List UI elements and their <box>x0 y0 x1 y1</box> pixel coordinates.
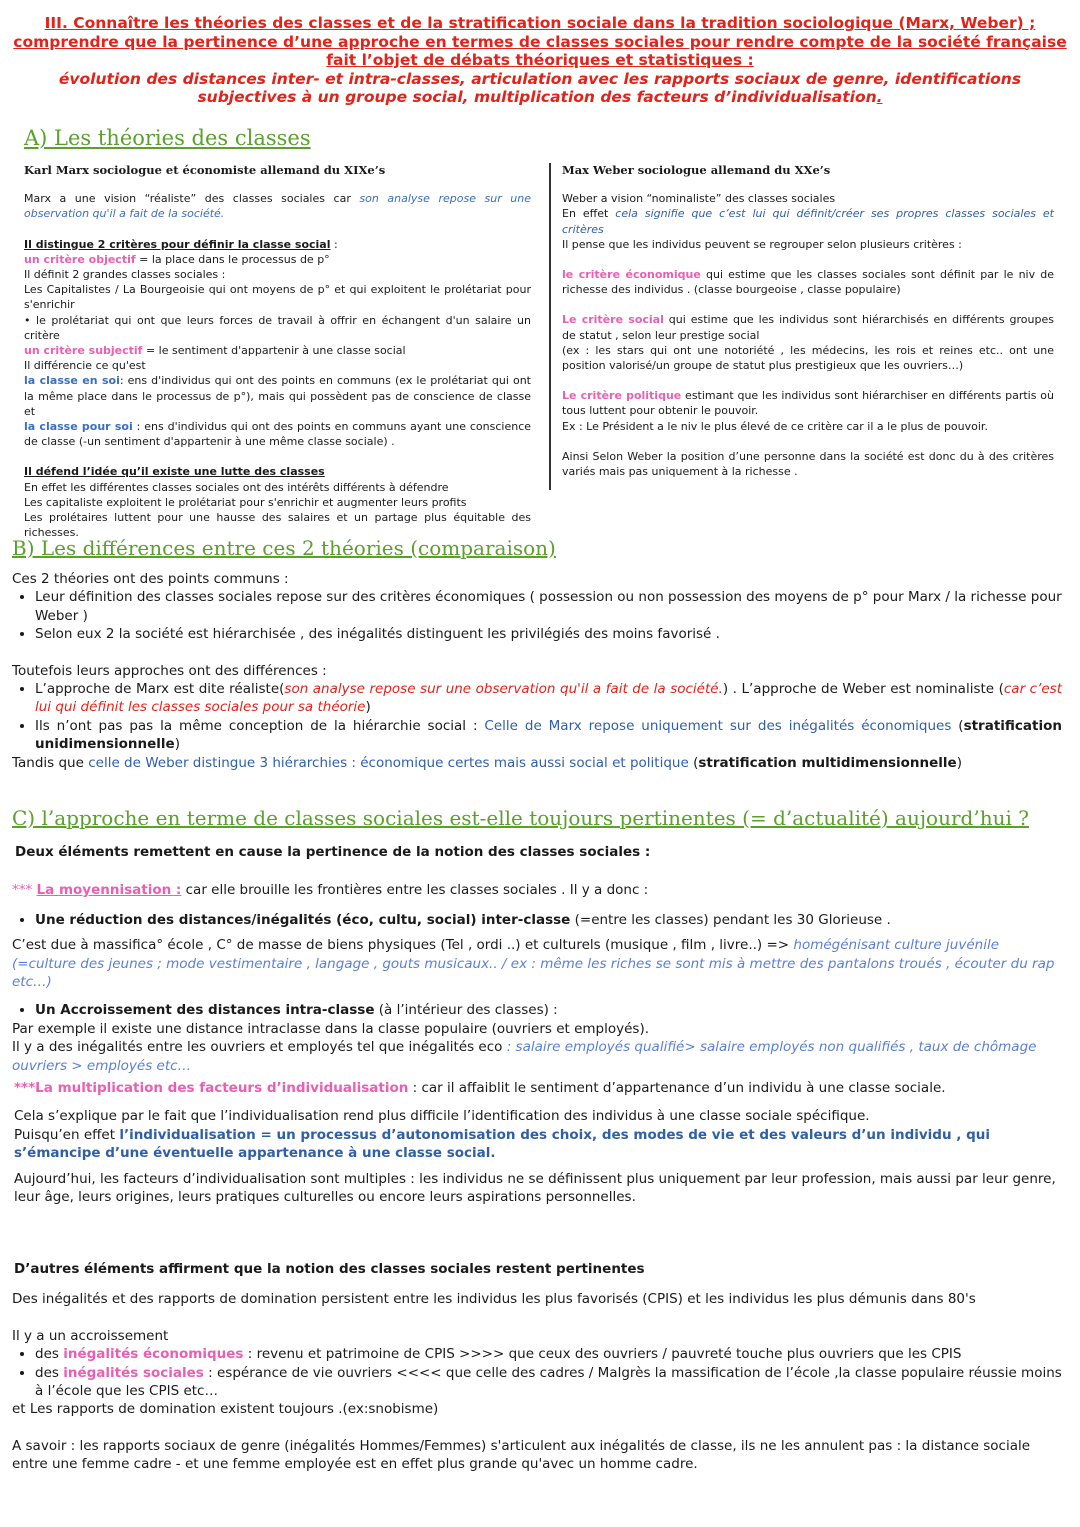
b-d1-e: ) <box>365 699 371 716</box>
weber-conclusion: Ainsi Selon Weber la position d’une personne dans la société est donc du à des critères variés mais pas uniquement à la richesse . <box>562 449 1054 479</box>
weber-effet-emphasis: cela signifie que c’est lui qui définit/créer ses propres classes sociales et critères <box>562 207 1054 236</box>
b-d3-d: stratification multidimensionnelle <box>698 754 957 771</box>
c-inter-list <box>12 911 1062 929</box>
weber-social <box>562 312 1054 342</box>
marx-two-classes: Il définit 2 grandes classes sociales : <box>24 268 226 282</box>
c-accroissement: Il y a un accroissement <box>12 1327 169 1344</box>
section-c-part-1 <box>12 843 1062 1075</box>
c-intra-2-a: Il y a des inégalités entre les ouvriers et employés tel que inégalités eco <box>12 1039 507 1056</box>
marx-en-soi-def: : ens d'individus qui ont des points en communs (ex le prolétariat qui ont la même place dans le processus de p°), mais qui possèdent pas de conscience de classe et <box>24 374 531 418</box>
c-intra-1: Par exemple il existe une distance intraclasse dans la classe populaire (ouvriers et employés). <box>12 1020 650 1037</box>
c-inter-bold: Une réduction des distances/inégalités (éco, cultu, social) inter-classe <box>35 911 571 928</box>
marx-differencie: Il différencie ce qu'est <box>24 359 146 373</box>
marx-bourgeoisie: Les Capitalistes / La Bourgeoisie qui ont moyens de p° et qui exploitent le prolétariat pour s'enrichir <box>24 283 531 312</box>
marx-lutte-2: Les capitaliste exploitent le prolétariat pour s'enrichir et augmenter leurs profits <box>24 495 467 509</box>
c-intra-rest: (à l’intérieur des classes) : <box>374 1002 558 1019</box>
c-soc-term: inégalités sociales <box>63 1364 204 1381</box>
title-line-1: III. Connaître les théories des classes et de la stratification sociale dans la tradition sociologique (Marx, Weber) ; comprendre que la pertinence d’une approche en termes de classes sociales pour rendre compte de la société française fait l’objet de débats théoriques et statistiques : <box>13 14 1067 69</box>
c-individualisation <box>12 1079 1062 1097</box>
weber-politique <box>562 388 1054 418</box>
b-d3-b: celle de Weber distingue 3 hiérarchies : économique certes mais aussi social et politique <box>88 754 689 771</box>
c-eco-pre: des <box>35 1346 64 1363</box>
c-intra-2 <box>12 1038 1062 1075</box>
c-indiv-def: : car il affaiblit le sentiment d’appartenance d’un individu à une classe sociale. <box>408 1080 946 1096</box>
marx-pour-soi-def: : ens d'individus qui ont des points en communs ayant une conscience de classe (-un sentiment d'appartenir à une même classe sociale) . <box>24 420 532 449</box>
c-moy-stars: *** <box>12 882 37 899</box>
weber-social-example: (ex : les stars qui ont une notoriété , les médecins, les rois et reines etc.. ont une position valorisé/un groupe de statut plus prestigieux que les ouvriers…) <box>562 343 1054 373</box>
c-eco-def: : revenu et patrimoine de CPIS >>>> que ceux des ouvriers / pauvreté touche plus ouvriers que les CPIS <box>243 1346 962 1363</box>
section-c-heading: C) l’approche en terme de classes sociales est-elle toujours pertinentes (= d’actualité) aujourd’hui ? <box>12 806 1029 830</box>
marx-lutte-3: Les prolétaires luttent pour une hausse des salaires et un partage plus équitable des richesses. <box>24 511 531 540</box>
marx-subjective-term: un critère subjectif <box>24 344 143 358</box>
c-intra-item <box>35 1001 1062 1019</box>
marx-subjective <box>24 343 531 358</box>
weber-social-term: Le critère social <box>562 313 664 327</box>
c-soc-def: : espérance de vie ouvriers <<<< que celle des cadres / Malgrès la massification de l’école ,la classe populaire réussie moins à l’école que les CPIS etc… <box>35 1364 1062 1400</box>
weber-intro: Weber a vision “nominaliste” des classes sociales <box>562 192 836 206</box>
b-d2-d: stratification unidimensionnelle <box>35 717 1062 753</box>
marx-proletariat: • le prolétariat qui ont que leurs forces de travail à offrir en échangent d'un salaire un critère <box>24 313 531 342</box>
c-inter-item <box>35 911 1062 929</box>
weber-politique-term: Le critère politique <box>562 389 682 403</box>
c-intra-bold: Un Accroissement des distances intra-classe <box>35 1002 375 1019</box>
column-divider <box>549 163 551 490</box>
marx-pour-soi-term: la classe pour soi <box>24 420 133 434</box>
marx-criteria-colon: : <box>330 237 338 251</box>
c-indiv-2 <box>12 1126 1062 1163</box>
c-indiv-2-b: l’individualisation = un processus d’autonomisation des choix, des modes de vie et des valeurs d’un individu , qui s’émancipe d’une éventuelle appartenance à une classe social. <box>14 1126 991 1162</box>
marx-intro <box>24 191 531 221</box>
c-indiv-term: ***La multiplication des facteurs d’individualisation <box>14 1080 409 1096</box>
weber-effet-text: En effet <box>562 207 616 221</box>
c-indiv-1: Cela s’explique par le fait que l’individualisation rend plus difficile l’identification des individus à une classe sociale spécifique. <box>14 1108 870 1125</box>
b-diff-list <box>12 680 1062 754</box>
b-d3-e: ) <box>956 754 962 771</box>
marx-intro-text: Marx a une vision “réaliste” des classes sociales car <box>24 192 360 206</box>
c-indiv-2-a: Puisqu’en effet <box>14 1126 120 1143</box>
marx-objective-term: un critère objectif <box>24 252 136 266</box>
weber-social-def: qui estime que les individus sont hiérarchisés en différents groupes de statut , selon leur prestige social <box>562 313 1054 342</box>
marx-lutte-1: En effet les différentes classes sociales ont des intérêts différents à défendre <box>24 480 449 494</box>
c-moy-def: car elle brouille les frontières entre les classes sociales . Il y a donc : <box>181 882 649 899</box>
b-common-item-2: • Selon eux 2 la société est hiérarchisée , des inégalités distinguent les privilégiés des moins favorisé . <box>35 625 1062 643</box>
b-diff-item-1 <box>35 680 1062 717</box>
weber-pense: Il pense que les individus peuvent se regrouper selon plusieurs critères : <box>562 237 962 251</box>
b-d2-a: Ils n’ont pas pas la même conception de la hiérarchie social : <box>35 717 485 734</box>
weber-column <box>562 163 1054 479</box>
page-title <box>10 14 1070 107</box>
c-intra-list <box>12 1001 1062 1019</box>
section-c-part-2 <box>12 1079 1062 1206</box>
weber-heading: Max Weber sociologue allemand du XXe’s <box>562 163 831 177</box>
c-massification <box>12 936 1062 991</box>
marx-column <box>24 163 531 540</box>
c-soc-pre: des <box>35 1364 64 1381</box>
weber-politique-def: estimant que les individus sont hiérarchiser en différents partis où tous luttent pour obtenir le pouvoir. <box>562 389 1054 418</box>
c-inter-rest: (=entre les classes) pendant les 30 Glorieuse . <box>570 911 891 928</box>
marx-pour-soi <box>24 419 531 449</box>
c-moy-term: La moyennisation : <box>36 882 182 899</box>
marx-en-soi <box>24 373 531 419</box>
title-line-2-end: . <box>876 88 883 106</box>
marx-lutte-title: Il défend l’idée qu’il existe une lutte des classes <box>24 465 325 479</box>
weber-eco-def: qui estime que les classes sociales sont définit par le niv de richesse des individus . (classe bourgeoise , classe populaire) <box>562 268 1054 297</box>
weber-politique-example: Ex : Le Président a le niv le plus élevé de ce critère car il a le plus de pouvoir. <box>562 419 988 433</box>
c-persist: Des inégalités et des rapports de domination persistent entre les individus les plus favorisés (CPIS) et les individus les plus démunis dans 80's <box>12 1291 976 1308</box>
c-massif-a: C’est due à massifica° école , C° de masse de biens physiques (Tel , ordi ..) et culturels (musique , film , livre..) => <box>12 937 794 954</box>
b-diff-intro: Toutefois leurs approches ont des différences : <box>12 662 327 679</box>
c-indiv-3: Aujourd’hui, les facteurs d’individualisation sont multiples : les individus ne se définissent plus uniquement par leur profession, mais aussi par leur genre, leur âge, leurs origines, leurs pratiques culturelles ou encore leurs aspirations personnelles. <box>14 1170 1056 1206</box>
marx-objective <box>24 252 531 267</box>
section-b-body <box>12 570 1062 772</box>
weber-eco <box>562 267 1054 297</box>
c-sub-heading-2: D’autres éléments affirment que la notion des classes sociales restent pertinentes <box>14 1261 645 1277</box>
b-d3-a: Tandis que <box>12 754 89 771</box>
section-a-heading: A) Les théories des classes <box>24 126 311 150</box>
b-common-item-1: • Leur définition des classes sociales repose sur des critères économiques ( possession ou non possession des moyens de p° pour Marx / la richesse pour Weber ) <box>35 588 1062 625</box>
section-b-heading: B) Les différences entre ces 2 théories (comparaison) <box>12 536 556 560</box>
c-eco-term: inégalités économiques <box>63 1346 244 1363</box>
b-d3-c: ( <box>688 754 699 771</box>
b-d2-e: ) <box>174 736 180 753</box>
c-inegalites-list <box>12 1345 1062 1400</box>
c-domination: et Les rapports de domination existent toujours .(ex:snobisme) <box>12 1401 439 1418</box>
c-a-savoir: A savoir : les rapports sociaux de genre (inégalités Hommes/Femmes) s'articulent aux inégalités de classe, ils ne les annulent pas : la distance sociale entre une femme cadre - et une femme employée est en effet plus grande qu'avec un homme cadre. <box>12 1437 1031 1473</box>
marx-en-soi-term: la classe en soi <box>24 374 120 388</box>
weber-eco-term: le critère économique <box>562 268 701 282</box>
b-d1-b: son analyse repose sur une observation qu'il a fait de la société. <box>284 681 723 698</box>
b-common-intro: Ces 2 théories ont des points communs : <box>12 571 289 587</box>
marx-intro-emphasis: son analyse repose sur une observation qu'il a fait de la société. <box>24 192 531 221</box>
marx-heading: Karl Marx sociologue et économiste allemand du XIXe’s <box>24 163 386 177</box>
b-d1-c: ) . L’approche de Weber est nominaliste ( <box>722 681 1004 698</box>
b-d2-b: Celle de Marx repose uniquement sur des inégalités économiques <box>484 717 952 734</box>
title-line-2-text: évolution des distances inter- et intra-classes, articulation avec les rapports sociaux de genre, identifications subjectives à un groupe social, multiplication des facteurs d’individualisation <box>58 69 1022 106</box>
marx-criteria-title: Il distingue 2 critères pour définir la classe social <box>24 237 331 251</box>
marx-objective-def: = la place dans le processus de p° <box>135 252 330 266</box>
section-c-part-3 <box>12 1260 1062 1474</box>
b-diff-item-2 <box>35 717 1062 754</box>
c-ineg-eco <box>35 1345 1062 1363</box>
c-moyennisation <box>12 881 1062 899</box>
b-d1-d: car c’est lui qui définit les classes sociales pour sa théorie <box>35 681 1062 716</box>
b-d1-a: L’approche de Marx est dite réaliste( <box>35 681 285 698</box>
b-d2-c: ( <box>951 717 964 734</box>
c-sub-heading-1: Deux éléments remettent en cause la pertinence de la notion des classes sociales : <box>15 844 651 860</box>
b-common-list <box>12 588 1062 643</box>
marx-subjective-def: = le sentiment d'appartenir à une classe social <box>142 344 406 358</box>
weber-effet <box>562 206 1054 236</box>
c-intra-2-b: : salaire employés qualifié> salaire employés non qualifiés , taux de chômage ouvriers > employés etc… <box>12 1039 1037 1074</box>
marx-criteria <box>24 237 531 252</box>
title-line-2 <box>10 70 1070 107</box>
c-massif-b: homégénisant culture juvénile (=culture des jeunes ; mode vestimentaire , langage , gouts musicaux.. / ex : même les riches se sont mis à mettre des pantalons troués , écouter du rap etc…) <box>12 937 1055 991</box>
b-diff-3 <box>12 754 1062 772</box>
c-ineg-soc <box>35 1364 1062 1401</box>
